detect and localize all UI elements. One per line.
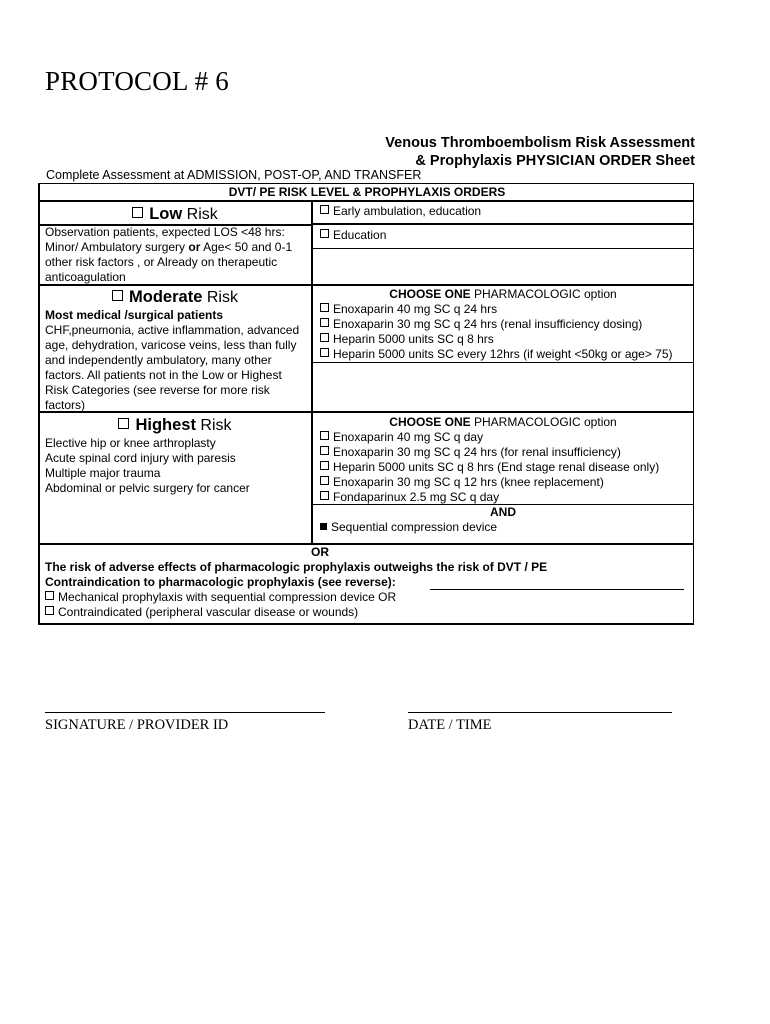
form-title (330, 134, 695, 170)
checkbox[interactable] (320, 333, 329, 342)
highest-option[interactable]: Fondaparinux 2.5 mg SC q day (320, 490, 659, 505)
assessment-instruction: Complete Assessment at ADMISSION, POST-OP, AND TRANSFER (46, 168, 422, 182)
low-risk-heading (40, 205, 310, 224)
adverse-effects-statement: The risk of adverse effects of pharmacologic prophylaxis outweighs the risk of DVT / PE (45, 560, 548, 574)
and-label: AND (490, 505, 516, 519)
form-title-line1: Venous Thromboembolism Risk Assessment (385, 135, 695, 151)
divider (40, 284, 694, 286)
moderate-option[interactable]: Enoxaparin 40 mg SC q 24 hrs (320, 302, 673, 317)
moderate-options (320, 302, 673, 362)
checked-box-icon[interactable] (320, 523, 327, 530)
highest-risk-word: Risk (200, 417, 232, 434)
highest-options (320, 430, 659, 505)
checkbox[interactable] (320, 303, 329, 312)
protocol-title: PROTOCOL # 6 (45, 66, 229, 96)
checkbox[interactable] (45, 591, 54, 600)
checkbox[interactable] (320, 348, 329, 357)
moderate-option[interactable]: Enoxaparin 30 mg SC q 24 hrs (renal insufficiency dosing) (320, 317, 673, 332)
moderate-choose-one: CHOOSE ONE PHARMACOLOGIC option (389, 287, 617, 301)
signature-label: SIGNATURE / PROVIDER ID (45, 717, 229, 733)
divider (312, 248, 694, 249)
low-risk-word: Risk (186, 206, 218, 223)
highest-risk-heading (40, 416, 310, 435)
moderate-risk-word: Risk (206, 289, 238, 306)
checkbox[interactable] (320, 205, 329, 214)
contraindication-reason-line[interactable] (430, 589, 684, 590)
checkbox[interactable] (320, 431, 329, 440)
highest-option[interactable]: Enoxaparin 30 mg SC q 24 hrs (for renal insufficiency) (320, 445, 659, 460)
table-header: DVT/ PE RISK LEVEL & PROPHYLAXIS ORDERS (228, 185, 506, 199)
checkbox[interactable] (320, 491, 329, 500)
highest-risk-criteria (45, 436, 250, 496)
signature-line[interactable] (45, 712, 325, 713)
checkbox[interactable] (320, 446, 329, 455)
highest-option[interactable]: Enoxaparin 40 mg SC q day (320, 430, 659, 445)
highest-option[interactable]: Heparin 5000 units SC q 8 hrs (End stage renal disease only) (320, 460, 659, 475)
checkbox[interactable] (320, 476, 329, 485)
low-order-ambulation[interactable]: Early ambulation, education (320, 204, 481, 219)
form-title-line2: & Prophylaxis PHYSICIAN ORDER Sheet (415, 153, 695, 169)
highest-risk-level: Highest (135, 416, 196, 434)
criteria-item: Multiple major trauma (45, 466, 161, 480)
moderate-risk-level: Moderate (129, 288, 203, 306)
risk-order-table (38, 183, 694, 625)
low-order-education[interactable]: Education (320, 228, 386, 243)
low-risk-checkbox[interactable] (132, 207, 143, 218)
highest-option[interactable]: Enoxaparin 30 mg SC q 12 hrs (knee replacement) (320, 475, 659, 490)
moderate-risk-criteria: CHF,pneumonia, active inflammation, advanced age, dehydration, varicose veins, less than fully and independently ambulatory, many other factors. All patients not in the Low or Highest Risk Categories (see reverse for more risk factors) (45, 323, 300, 412)
divider (40, 200, 694, 202)
moderate-option[interactable]: Heparin 5000 units SC q 8 hrs (320, 332, 673, 347)
moderate-risk-subhead: Most medical /surgical patients (45, 308, 224, 322)
contra-option-mechanical[interactable]: Mechanical prophylaxis with sequential compression device OR (45, 590, 396, 605)
highest-choose-one: CHOOSE ONE PHARMACOLOGIC option (389, 415, 617, 429)
low-risk-level: Low (149, 205, 183, 223)
divider (40, 411, 694, 413)
low-risk-criteria: Observation patients, expected LOS <48 hrs: Minor/ Ambulatory surgery or Age< 50 and 0-1 other risk factors , or Already on therapeutic anticoagulation (45, 225, 293, 284)
date-time-line[interactable] (408, 712, 672, 713)
or-label: OR (311, 545, 329, 559)
date-time-label: DATE / TIME (408, 717, 492, 733)
criteria-item: Elective hip or knee arthroplasty (45, 436, 216, 450)
criteria-item: Abdominal or pelvic surgery for cancer (45, 481, 250, 495)
contraindication-label: Contraindication to pharmacologic prophylaxis (see reverse): (45, 575, 396, 589)
moderate-risk-heading (40, 288, 310, 307)
divider (312, 223, 694, 225)
scd-order[interactable]: Sequential compression device (320, 520, 497, 535)
moderate-risk-checkbox[interactable] (112, 290, 123, 301)
moderate-option[interactable]: Heparin 5000 units SC every 12hrs (if weight <50kg or age> 75) (320, 347, 673, 362)
column-divider (311, 201, 313, 544)
checkbox[interactable] (320, 229, 329, 238)
criteria-item: Acute spinal cord injury with paresis (45, 451, 236, 465)
highest-risk-checkbox[interactable] (118, 418, 129, 429)
checkbox[interactable] (320, 318, 329, 327)
divider (312, 362, 694, 363)
checkbox[interactable] (45, 606, 54, 615)
checkbox[interactable] (320, 461, 329, 470)
contra-option-contraindicated[interactable]: Contraindicated (peripheral vascular disease or wounds) (45, 605, 358, 620)
